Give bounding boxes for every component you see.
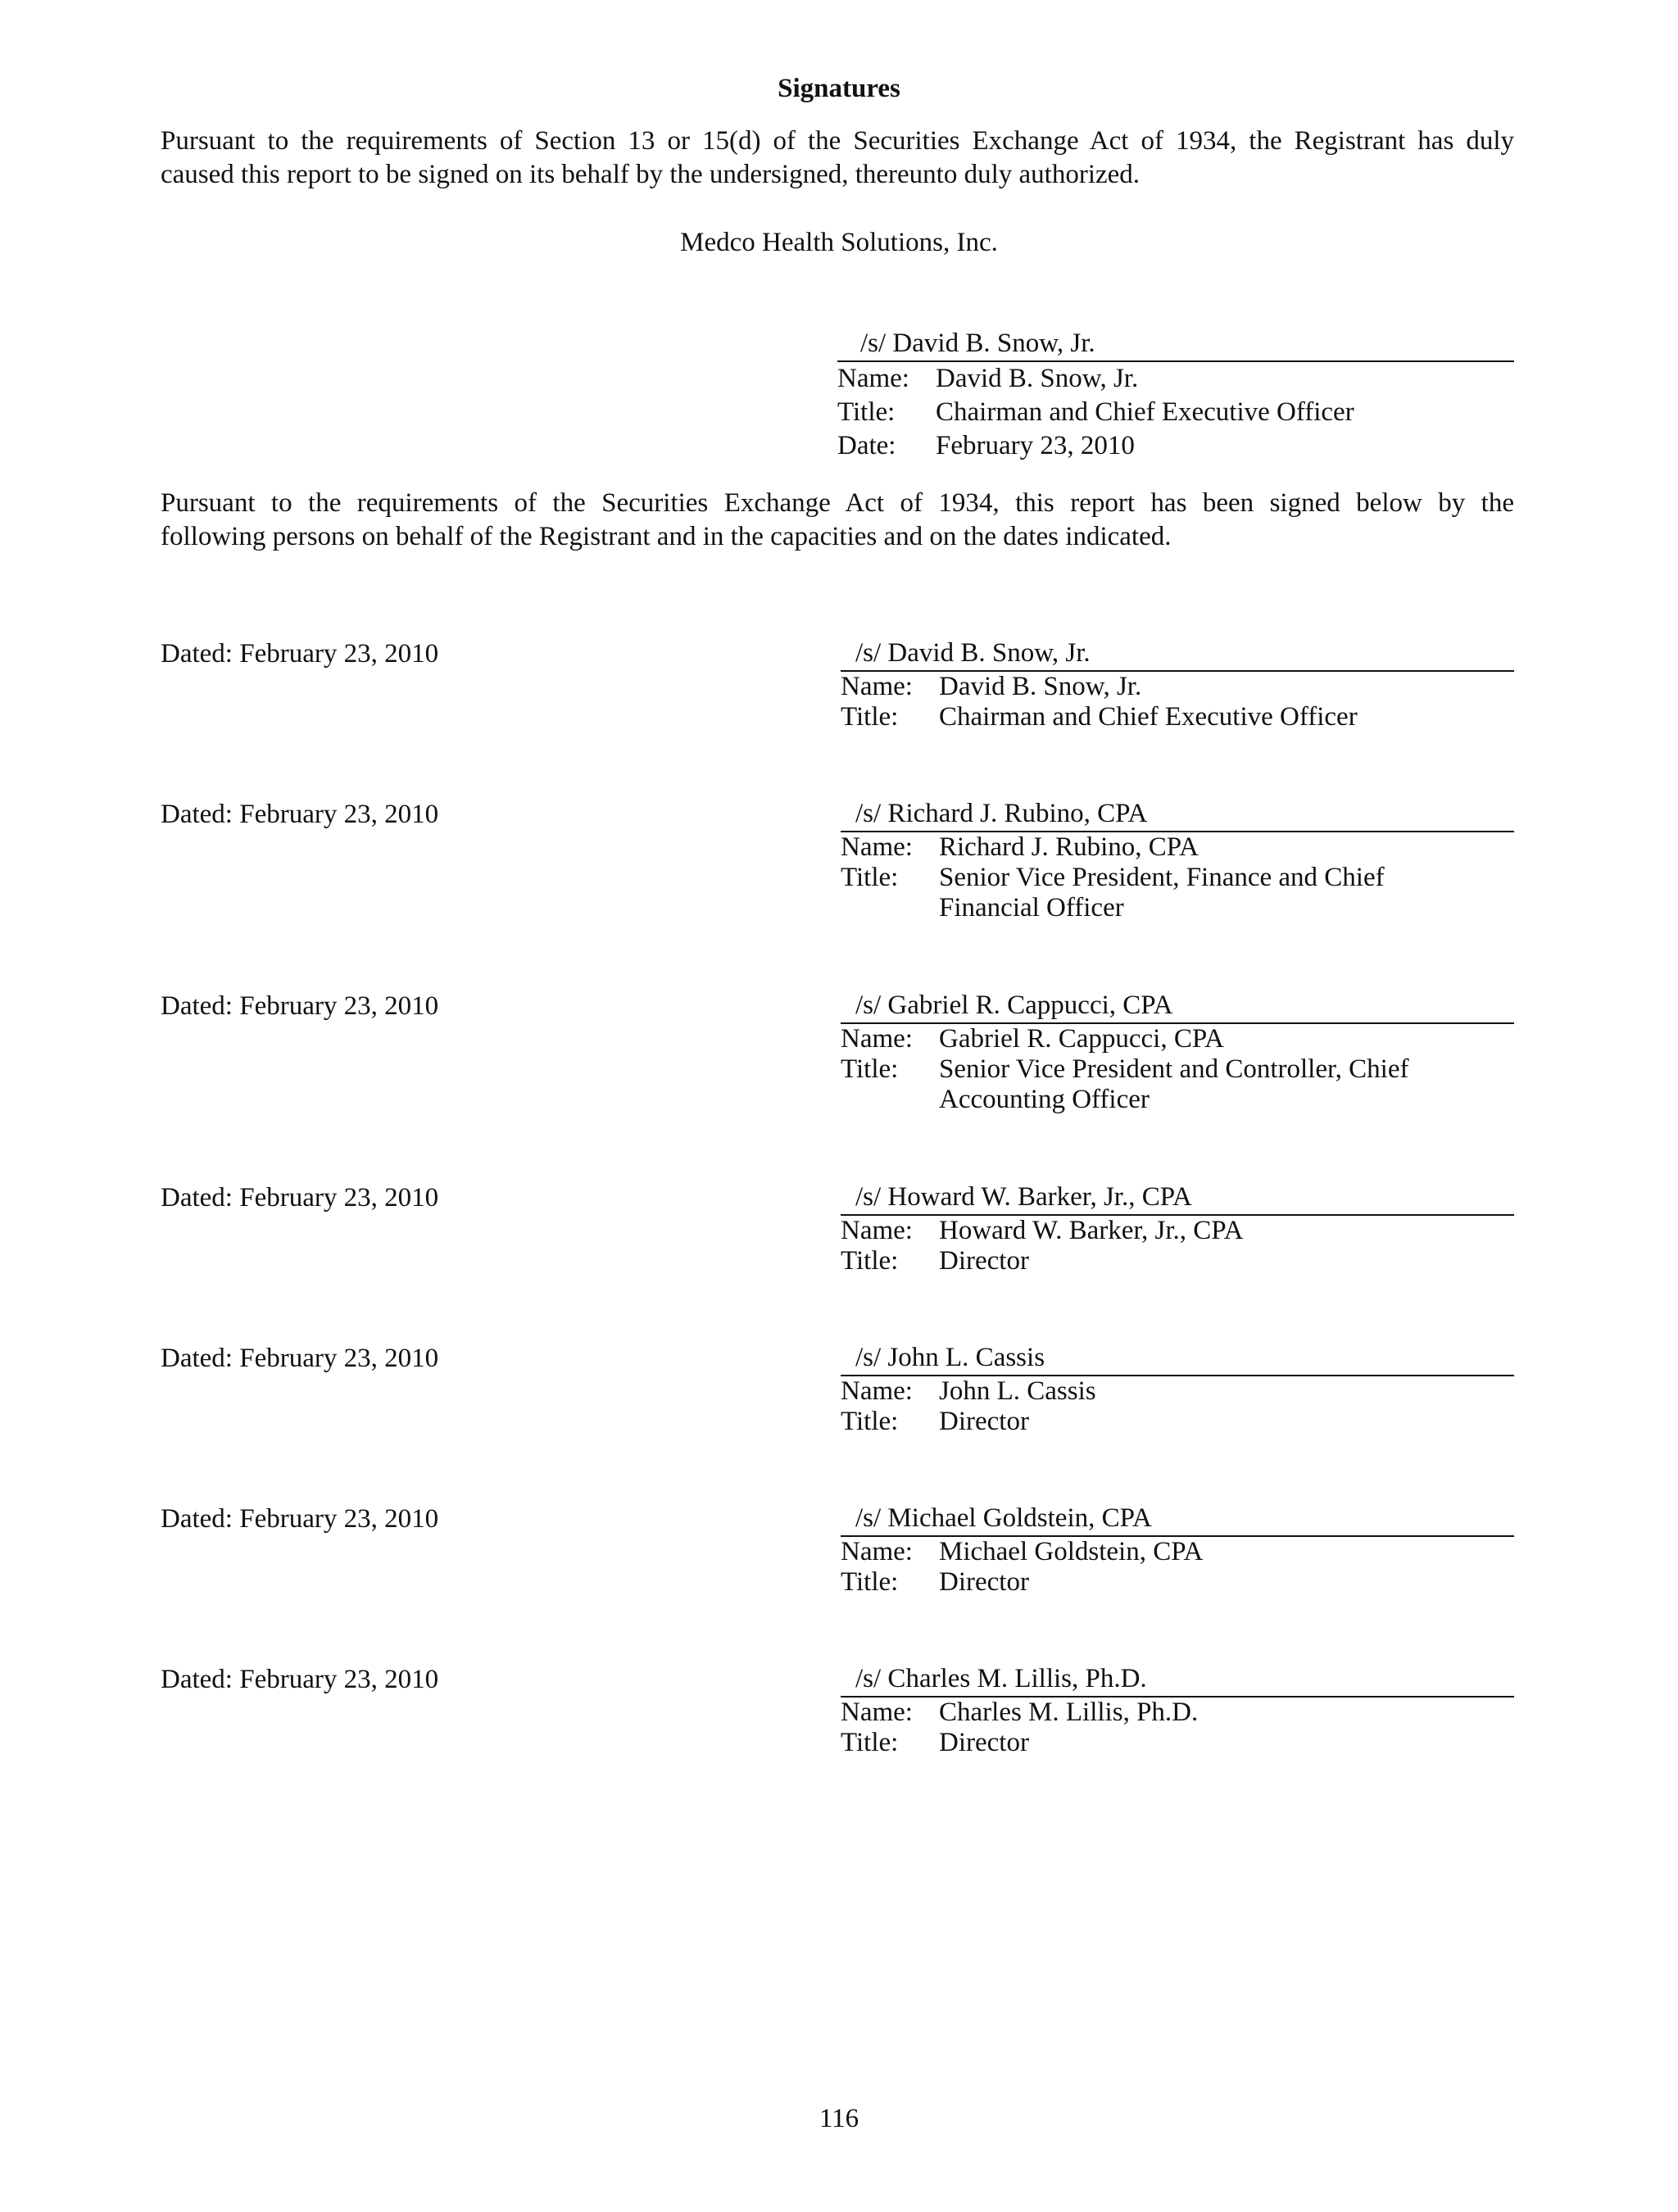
name-label: Name:	[841, 1376, 913, 1406]
signer-title: Senior Vice President and Controller, Chief	[939, 1054, 1409, 1084]
name-label: Name:	[841, 1216, 913, 1245]
signature-line	[841, 639, 1514, 672]
name-row	[841, 1698, 1514, 1728]
name-row	[841, 1537, 1514, 1567]
dated-label: Dated: February 23, 2010	[161, 991, 439, 1021]
signature-text: /s/ Howard W. Barker, Jr., CPA	[855, 1182, 1192, 1212]
signature-text: /s/ Michael Goldstein, CPA	[855, 1503, 1152, 1533]
title-label: Title:	[841, 1407, 899, 1436]
signature-line	[841, 1665, 1514, 1698]
dated-label: Dated: February 23, 2010	[161, 1183, 439, 1213]
signature-line	[841, 800, 1514, 832]
name-label: Name:	[841, 1698, 913, 1727]
signature-block	[841, 991, 1514, 1115]
second-paragraph	[161, 487, 1514, 554]
intro-line-2: caused this report to be signed on its behalf by the undersigned, thereunto duly authorized.	[161, 160, 1141, 189]
signature-block	[841, 1183, 1514, 1276]
title-label: Title:	[841, 1728, 899, 1757]
title-row	[841, 702, 1514, 732]
date-row	[837, 429, 1514, 463]
title-row	[841, 1054, 1514, 1085]
dated-label: Dated: February 23, 2010	[161, 800, 439, 829]
signer-title-continued: Accounting Officer	[939, 1085, 1150, 1114]
dated-label: Dated: February 23, 2010	[161, 1665, 439, 1694]
title-row	[841, 863, 1514, 893]
page-number: 116	[819, 2104, 859, 2133]
signer-title: Director	[939, 1246, 1029, 1276]
primary-signature-block	[837, 328, 1514, 463]
title-label: Title:	[841, 1246, 899, 1276]
signer-name: John L. Cassis	[939, 1376, 1096, 1406]
signature-text: /s/ David B. Snow, Jr.	[860, 329, 1095, 358]
company-name: Medco Health Solutions, Inc.	[680, 228, 998, 257]
intro-paragraph	[161, 125, 1514, 192]
second-line-1: Pursuant to the requirements of the Securities Exchange Act of 1934, this report has been signed below by the	[161, 488, 1514, 518]
name-row	[837, 362, 1514, 396]
signature-text: /s/ David B. Snow, Jr.	[855, 638, 1091, 668]
dated-label: Dated: February 23, 2010	[161, 639, 439, 669]
signer-name: Richard J. Rubino, CPA	[939, 832, 1199, 862]
name-row	[841, 1376, 1514, 1407]
page-heading: Signatures	[778, 74, 900, 103]
intro-line-1: Pursuant to the requirements of Section 13 or 15(d) of the Securities Exchange Act of 1934, the Registrant has duly	[161, 126, 1514, 156]
signer-name: Charles M. Lillis, Ph.D.	[939, 1698, 1199, 1727]
signer-name: David B. Snow, Jr.	[939, 672, 1142, 701]
name-row	[841, 1024, 1514, 1054]
title-label: Title:	[837, 397, 896, 427]
signature-text: /s/ Charles M. Lillis, Ph.D.	[855, 1664, 1147, 1693]
signature-text: /s/ Richard J. Rubino, CPA	[855, 799, 1148, 828]
signature-block	[841, 800, 1514, 923]
signer-title: Director	[939, 1407, 1029, 1436]
name-label: Name:	[841, 1024, 913, 1054]
signer-title: Chairman and Chief Executive Officer	[939, 702, 1358, 732]
second-line-2: following persons on behalf of the Registrant and in the capacities and on the dates indicated.	[161, 522, 1172, 551]
signer-title: Director	[939, 1728, 1029, 1757]
name-row	[841, 672, 1514, 702]
signature-block	[841, 1344, 1514, 1437]
title-row	[841, 1728, 1514, 1758]
signature-block	[841, 1665, 1514, 1758]
signer-title-continued: Financial Officer	[939, 893, 1124, 922]
title-row	[837, 396, 1514, 429]
signer-title: Chairman and Chief Executive Officer	[936, 397, 1354, 427]
date-label: Date:	[837, 431, 896, 460]
signature-line	[841, 1504, 1514, 1537]
signature-block	[841, 1504, 1514, 1598]
title-row	[841, 1407, 1514, 1437]
signature-text: /s/ Gabriel R. Cappucci, CPA	[855, 990, 1173, 1020]
signature-line	[837, 328, 1514, 362]
title-row	[841, 1567, 1514, 1598]
title-row-continued	[841, 1085, 1514, 1115]
name-label: Name:	[841, 1537, 913, 1566]
signer-name: Michael Goldstein, CPA	[939, 1537, 1204, 1566]
name-label: Name:	[841, 672, 913, 701]
signature-line	[841, 991, 1514, 1024]
signer-title: Director	[939, 1567, 1029, 1597]
signature-date: February 23, 2010	[936, 431, 1135, 460]
name-row	[841, 1216, 1514, 1246]
title-row	[841, 1246, 1514, 1276]
signer-name: Howard W. Barker, Jr., CPA	[939, 1216, 1244, 1245]
name-label: Name:	[841, 832, 913, 862]
signer-name: David B. Snow, Jr.	[936, 364, 1139, 393]
signer-title: Senior Vice President, Finance and Chief	[939, 863, 1385, 892]
dated-label: Dated: February 23, 2010	[161, 1504, 439, 1534]
signature-line	[841, 1344, 1514, 1376]
signature-line	[841, 1183, 1514, 1216]
signer-name: Gabriel R. Cappucci, CPA	[939, 1024, 1224, 1054]
name-label: Name:	[837, 364, 909, 393]
signature-text: /s/ John L. Cassis	[855, 1343, 1045, 1372]
title-label: Title:	[841, 863, 899, 892]
title-label: Title:	[841, 1054, 899, 1084]
title-label: Title:	[841, 702, 899, 732]
name-row	[841, 832, 1514, 863]
title-label: Title:	[841, 1567, 899, 1597]
title-row-continued	[841, 893, 1514, 923]
signature-block	[841, 639, 1514, 732]
dated-label: Dated: February 23, 2010	[161, 1344, 439, 1373]
